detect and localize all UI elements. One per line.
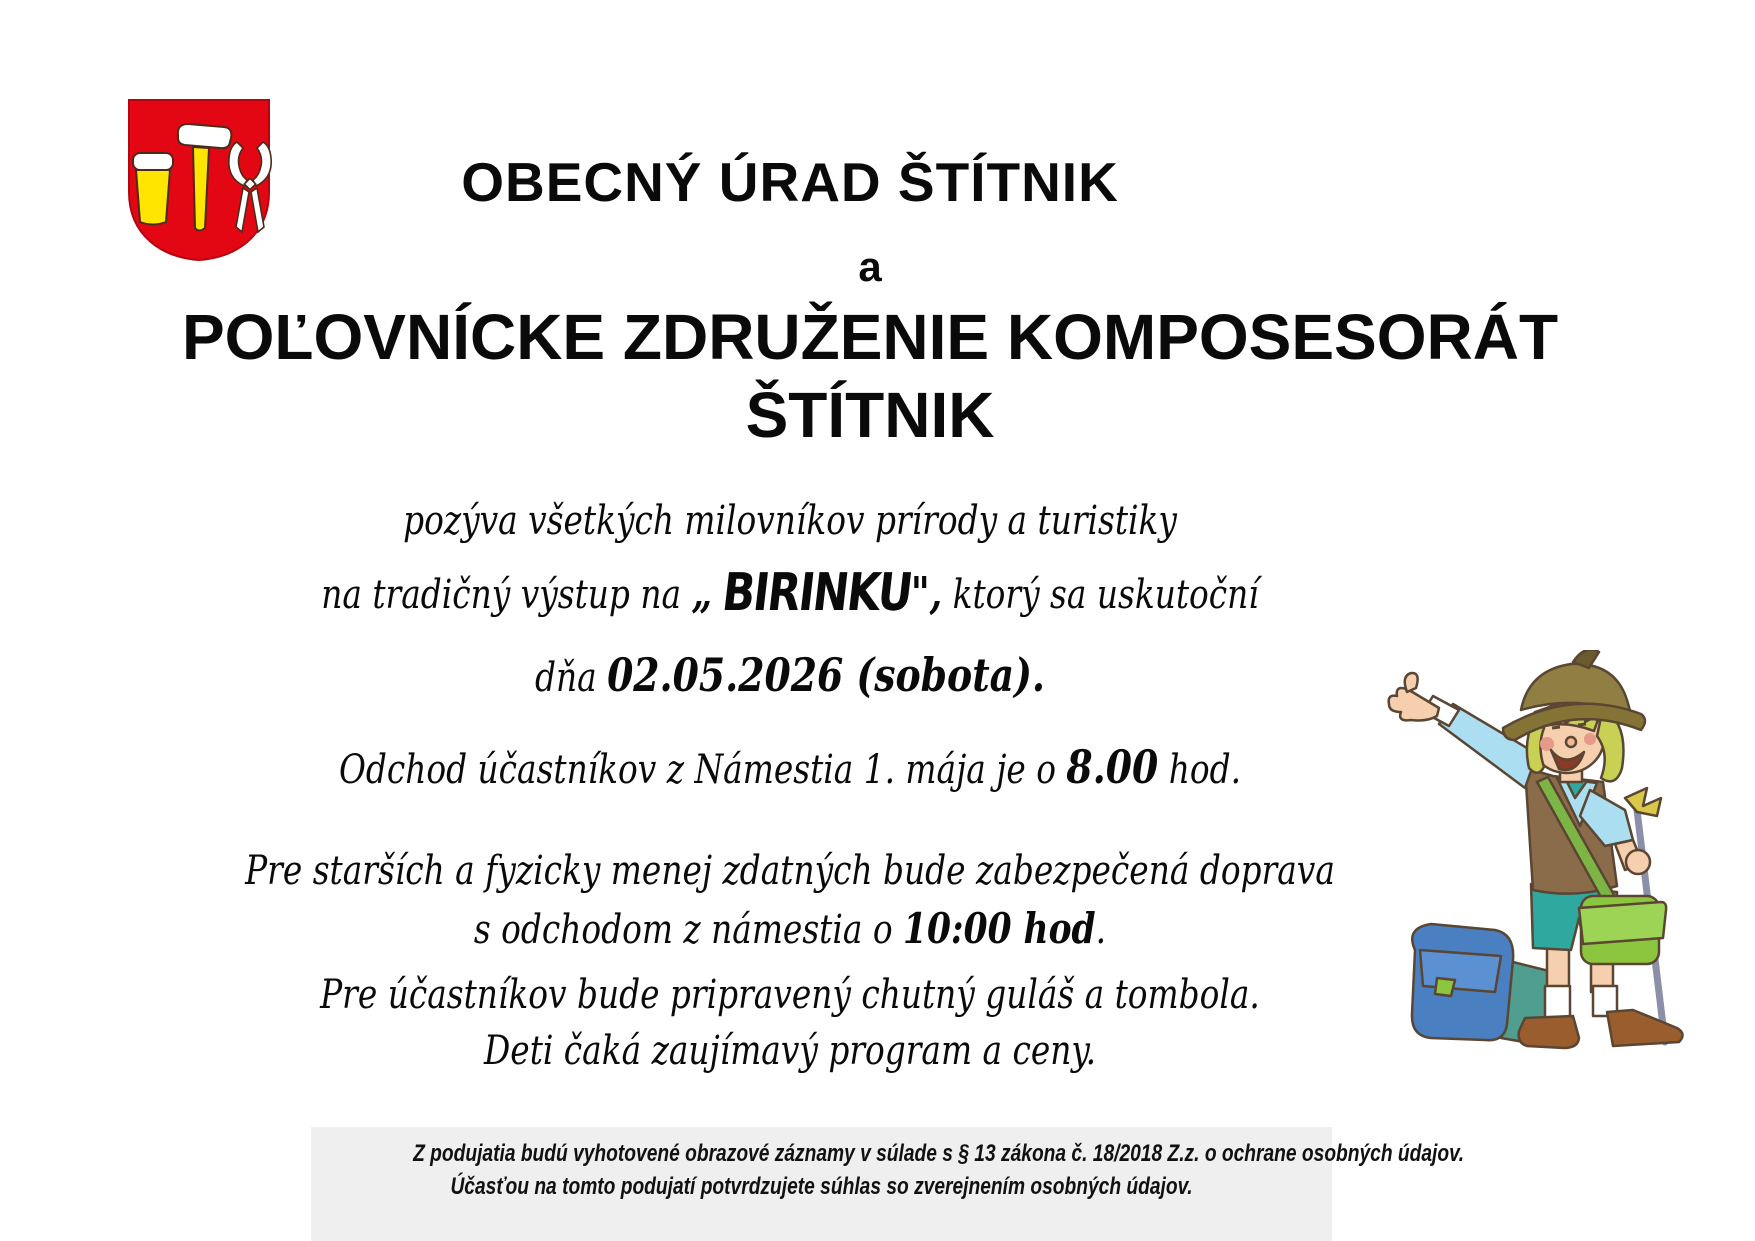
hammer-head — [178, 124, 231, 148]
rear-shoe — [1607, 1010, 1683, 1046]
blush-left — [1540, 737, 1554, 751]
right-hand — [1626, 850, 1650, 874]
backpack-buckle — [1435, 978, 1455, 996]
departure-line — [142, 740, 1438, 794]
close-quote: ", — [910, 568, 943, 619]
transport-line1: Pre starších a fyzicky menej zdatných bude zabezpečená doprava — [245, 848, 1335, 894]
event-name: BIRINKU — [719, 563, 915, 623]
gdpr-line1: Z podujatia budú vyhotovené obrazové záznamy v súlade s § 13 zákona č. 18/2018 Z.z. o ochrane osobných údajov. — [413, 1140, 1465, 1167]
backpack-flap — [1420, 950, 1501, 992]
open-quote: „ — [691, 568, 713, 619]
gdpr-line2: Účasťou na tomto podujatí potvrdzujete súhlas so zverejnením osobných údajov. — [450, 1173, 1193, 1200]
org2-title-line2: ŠTÍTNIK — [745, 379, 995, 451]
satchel-flap — [1579, 902, 1666, 944]
departure-time: 8.00 — [1066, 740, 1159, 794]
front-shoe — [1519, 1016, 1579, 1048]
left-hand — [1389, 688, 1439, 721]
date-prefix: dňa — [534, 655, 597, 701]
departure-prefix: Odchod účastníkov z Námestia 1. mája je o — [338, 747, 1057, 793]
left-thumb — [1405, 673, 1418, 692]
trip-prefix: na tradičný výstup na — [321, 572, 682, 618]
gdpr-notice-box — [311, 1127, 1465, 1241]
gulas-line: Pre účastníkov bude pripravený chutný guláš a tombola. — [320, 972, 1260, 1018]
deti-line: Deti čaká zaujímavý program a ceny. — [483, 1028, 1097, 1074]
transport-prefix: s odchodom z námestia o — [473, 907, 893, 953]
trip-line — [142, 560, 1438, 628]
conjunction-a: a — [858, 243, 882, 290]
eye-left — [1552, 727, 1560, 728]
event-date: 02.05.2026 (sobota). — [607, 648, 1046, 702]
stick-ornament — [1625, 788, 1661, 816]
hiker-boy-illustration — [1375, 650, 1705, 1060]
transport-period: . — [1095, 907, 1107, 953]
blush-right — [1584, 733, 1596, 745]
transport-time: 10:00 hod — [902, 904, 1096, 953]
trip-suffix: ktorý sa uskutoční — [952, 572, 1259, 618]
front-sock — [1545, 986, 1570, 1020]
transport-line2 — [142, 904, 1438, 953]
org1-title: OBECNÝ ÚRAD ŠTÍTNIK — [461, 151, 1119, 213]
date-line — [142, 648, 1438, 702]
departure-suffix: hod. — [1168, 747, 1242, 793]
invite-line: pozýva všetkých milovníkov prírody a turistiky — [403, 498, 1177, 544]
eye-right — [1578, 724, 1586, 725]
org2-title-line1: POĽOVNÍCKE ZDRUŽENIE KOMPOSESORÁT — [181, 301, 1559, 373]
nose — [1566, 737, 1576, 747]
